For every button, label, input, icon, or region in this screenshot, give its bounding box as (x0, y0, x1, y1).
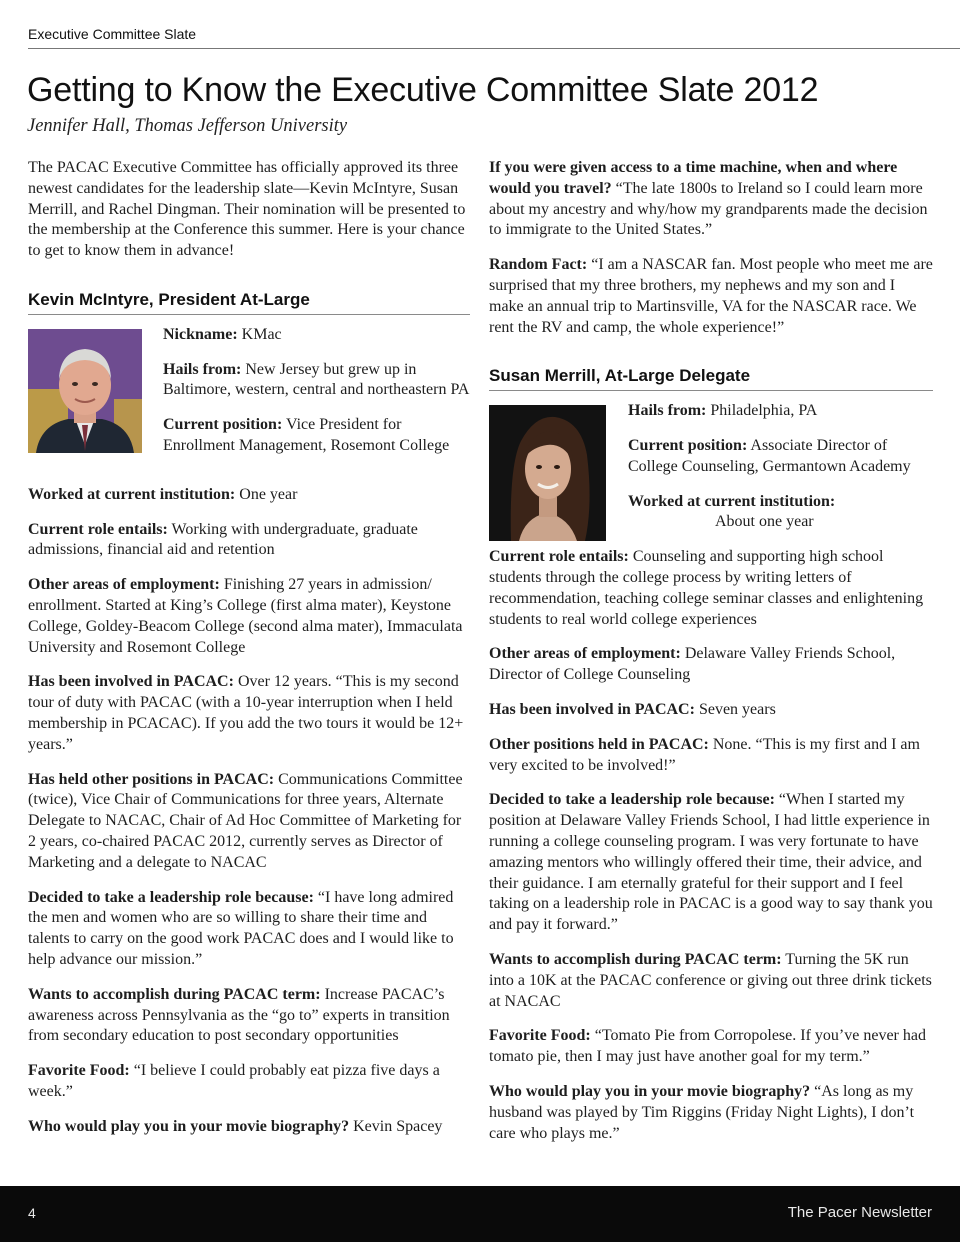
susan-profile-top (489, 401, 933, 537)
kevin-involved-pacac: Has been involved in PACAC: Over 12 years. “This is my second tour of duty with PACAC (with a 10-year interruption when I held membership in PCACAC). If you add the two tours it would be 12+ years.” (28, 673, 464, 753)
kevin-other-positions: Has held other positions in PACAC: Communications Committee (twice), Vice Chair of Communications for three years, Alternate Delegate to NACAC, Chair of Ad Hoc Committee of Marketing for 2 years, co-chaired PACAC 2012, currently serves as Director of Marketing and a delegate to NACAC (28, 770, 463, 871)
kevin-other-employment: Other areas of employment: Finishing 27 years in admission/ enrollment. Started at King’s College (first alma mater), Keystone College, Goldey-Beacom College (second alma mater), Immaculata University and Rosemont College (28, 576, 463, 656)
susan-favorite-food: Favorite Food: “Tomato Pie from Corropolese. If you’ve never had tomato pie, then I may just have another goal for my term.” (489, 1027, 926, 1066)
susan-movie-biography: Who would play you in your movie biography? “As long as my husband was played by Tim Riggins (Friday Night Lights), I don’t care who plays me.” (489, 1082, 915, 1142)
susan-other-positions: Other positions held in PACAC: None. “This is my first and I am very excited to be involved!” (489, 735, 920, 774)
kevin-side-details (163, 325, 470, 457)
kevin-heading: Kevin McIntyre, President At-Large (28, 290, 470, 315)
susan-worked-label: Worked at current institution: (628, 492, 836, 510)
intro-paragraph: The PACAC Executive Committee has officially approved its three newest candidates for the leadership slate—Kevin McIntyre, Susan Merrill, and Rachel Dingman. Their nomination will be presented to the membership at the Conference this summer. Here is your chance to get to know them in advance! (28, 159, 466, 260)
kevin-current-position: Current position: Vice President for Enrollment Management, Rosemont College (163, 416, 450, 454)
kevin-nickname: Nickname: KMac (163, 325, 282, 343)
susan-hails-from: Hails from: Philadelphia, PA (628, 402, 818, 420)
kevin-role-entails: Current role entails: Working with undergraduate, graduate admissions, financial aid and retention (28, 520, 418, 559)
publication-name: The Pacer Newsletter (787, 1204, 932, 1221)
article-title: Getting to Know the Executive Committee Slate 2012 (27, 71, 819, 109)
kevin-hails-from: Hails from: New Jersey but grew up in Baltimore, western, central and northeastern PA (163, 360, 470, 399)
page-number: 4 (28, 1205, 36, 1221)
susan-photo (489, 405, 606, 541)
kevin-favorite-food: Favorite Food: “I believe I could probably eat pizza five days a week.” (28, 1062, 440, 1100)
kevin-profile-top (28, 325, 470, 485)
susan-side-details (628, 401, 933, 533)
susan-other-employment: Other areas of employment: Delaware Valley Friends School, Director of College Counseling (489, 645, 896, 684)
kevin-random-fact: Random Fact: “I am a NASCAR fan. Most people who meet me are surprised that my three brothers, my nephews and my son and I make an annual trip to Martinsville, VA for the NASCAR race. We rent the RV and camp, the whole experience!” (489, 256, 933, 336)
susan-worked-value: About one year (715, 513, 814, 531)
susan-worked-current (628, 492, 933, 534)
kevin-worked-current: Worked at current institution: One year (28, 485, 298, 503)
left-column (28, 158, 470, 1152)
kevin-movie-biography: Who would play you in your movie biography? Kevin Spacey (28, 1117, 443, 1135)
susan-accomplish: Wants to accomplish during PACAC term: Turning the 5K run into a 10K at the PACAC conference or giving out three drink tickets at NACAC (489, 950, 932, 1010)
article-byline: Jennifer Hall, Thomas Jefferson University (27, 116, 348, 136)
running-header: Executive Committee Slate (28, 26, 197, 42)
kevin-photo (28, 329, 142, 453)
kevin-time-machine: If you were given access to a time machine, when and where would you travel? “The late 1800s to Ireland so I could learn more about my ancestry and why/how my grandparents made the decision to immigrate to the United States.” (489, 159, 928, 239)
header-rule (28, 48, 960, 49)
susan-current-position: Current position: Associate Director of College Counseling, Germantown Academy (628, 436, 911, 475)
kevin-leadership-reason: Decided to take a leadership role because: “I have long admired the men and women who are so willing to share their time and talents to carry on the good work PACAC does and I would like to help advance our mission.” (28, 888, 454, 968)
susan-role-entails: Current role entails: Counseling and supporting high school students through the college process by writing letters of recommendation, teaching college seminar classes and enlightening students to real world college experiences (489, 548, 924, 628)
susan-leadership-reason: Decided to take a leadership role because: “When I started my position at Delaware Valley Friends School, I had little experience in running a college counseling program. I was very fortunate to have amazing mentors who willingly offered their time, their advice, and their guidance. I am eternally grateful for their support and I feel taking on a leadership role in PACAC is a good way to say thank you and pay it forward.” (489, 791, 933, 934)
right-column (489, 158, 933, 1158)
susan-heading: Susan Merrill, At-Large Delegate (489, 366, 933, 391)
kevin-accomplish: Wants to accomplish during PACAC term: Increase PACAC’s awareness across Pennsylvania as the “go to” experts in transition from secondary education to post secondary opportunities (28, 985, 450, 1045)
susan-involved-pacac: Has been involved in PACAC: Seven years (489, 700, 776, 718)
